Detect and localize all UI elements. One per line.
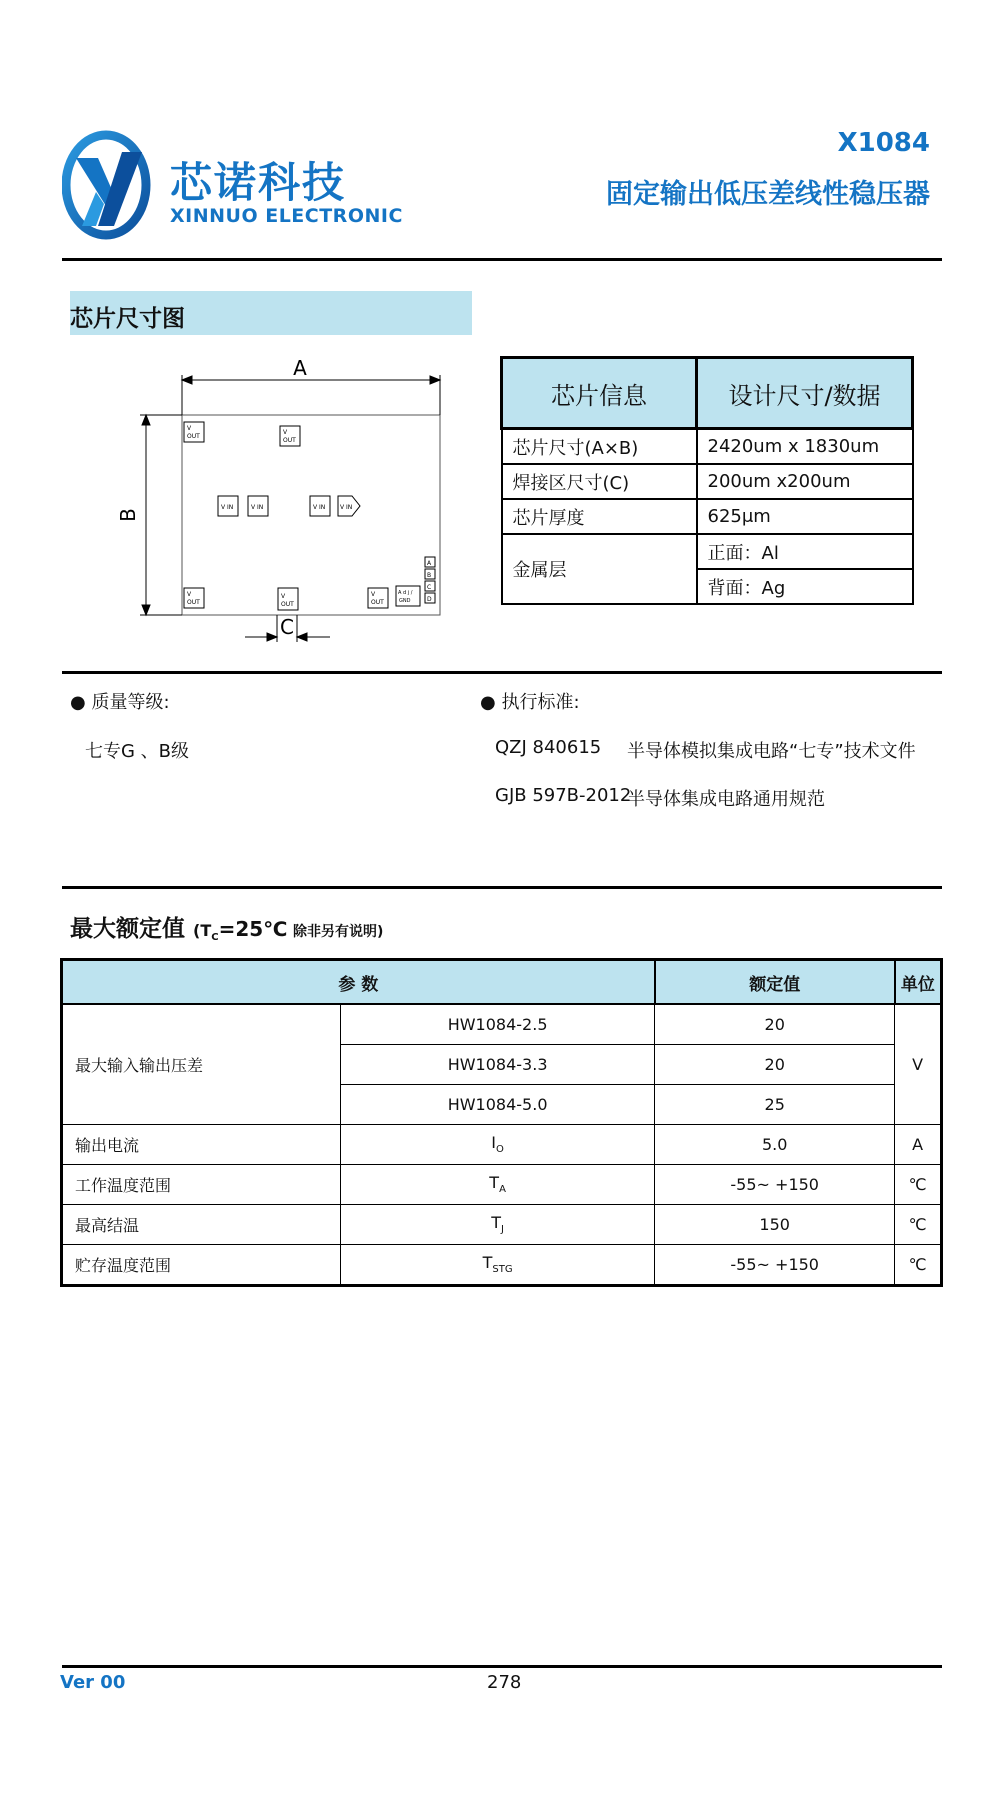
param-model: HW1084-5.0 <box>341 1085 655 1125</box>
dim-label-b: B <box>116 508 140 522</box>
max-ratings-table <box>60 958 943 1287</box>
product-code: X1084 <box>837 128 930 158</box>
param-model: HW1084-2.5 <box>341 1004 655 1045</box>
pad-label: V <box>187 591 192 598</box>
standards-label: 执行标准: <box>501 692 580 713</box>
side-mark: A <box>427 560 432 567</box>
cond-note: 除非另有说明) <box>292 924 384 940</box>
table-row <box>62 1004 942 1045</box>
table-row <box>502 499 913 534</box>
pad-label: IN <box>257 504 264 511</box>
section-divider <box>62 671 942 674</box>
pad-label: A d j / <box>398 590 413 596</box>
brand-name-cn: 芯诺科技 <box>170 158 347 207</box>
param-unit: ℃ <box>895 1205 942 1245</box>
chip-table-value: 200um x200um <box>697 464 913 499</box>
table-row <box>62 1205 942 1245</box>
footer-version: Ver 00 <box>60 1672 126 1693</box>
pad-label: OUT <box>187 433 200 440</box>
pad-label: OUT <box>281 601 294 608</box>
table-row <box>502 429 913 465</box>
pad-label: OUT <box>371 599 384 606</box>
quality-label: 质量等级: <box>91 692 170 713</box>
bullet-icon: ● <box>70 692 86 713</box>
param-value: 25 <box>655 1085 895 1125</box>
param-value: 150 <box>655 1205 895 1245</box>
brand-name-en: XINNUO ELECTRONIC <box>170 205 403 227</box>
standards-label-row <box>480 688 580 714</box>
cond-temp: =25℃ <box>218 917 288 941</box>
standard-desc: 半导体模拟集成电路“七专”技术文件 <box>627 741 916 762</box>
page-number: 278 <box>487 1672 522 1693</box>
side-mark: D <box>427 596 432 603</box>
quality-label-row <box>70 688 170 714</box>
pad-label: IN <box>227 504 234 511</box>
pad-label: V <box>251 504 256 511</box>
chip-table-header: 设计尺寸/数据 <box>697 358 913 429</box>
section-title-die-size: 芯片尺寸图 <box>70 306 185 332</box>
side-mark: B <box>427 572 432 579</box>
symbol-sub: J <box>501 1224 504 1236</box>
header-divider <box>62 258 942 261</box>
company-logo-icon <box>62 130 152 240</box>
dim-label-c: C <box>280 615 294 639</box>
param-value: 20 <box>655 1045 895 1085</box>
pad-label: OUT <box>187 599 200 606</box>
product-name: 固定输出低压差线性稳压器 <box>606 179 930 210</box>
symbol-main: T <box>489 1173 500 1193</box>
bullet-icon: ● <box>480 692 496 713</box>
ratings-title <box>70 910 383 943</box>
param-value: -55~ +150 <box>655 1165 895 1205</box>
pad-label: IN <box>346 504 353 511</box>
chip-info-table <box>500 356 914 605</box>
chip-table-label: 芯片厚度 <box>502 499 697 534</box>
ratings-title-text: 最大额定值 <box>70 916 185 942</box>
pad-label: V <box>221 504 226 511</box>
pad-label: V <box>371 591 376 598</box>
standard-code: GJB 597B-2012 <box>495 785 632 806</box>
symbol-main: T <box>491 1213 502 1233</box>
pad-label: V <box>313 504 318 511</box>
chip-table-label: 金属层 <box>502 534 697 604</box>
section-divider <box>62 886 942 889</box>
param-name: 工作温度范围 <box>62 1165 341 1205</box>
param-unit: ℃ <box>895 1245 942 1286</box>
chip-table-value: 背面：Ag <box>697 569 913 604</box>
chip-table-value: 2420um x 1830um <box>697 429 913 465</box>
param-symbol <box>341 1125 655 1165</box>
chip-table-value: 正面：Al <box>697 534 913 569</box>
standard-code: QZJ 840615 <box>495 737 602 758</box>
symbol-main: I <box>491 1133 497 1153</box>
param-symbol <box>341 1165 655 1205</box>
pad-label: IN <box>319 504 326 511</box>
chip-table-value: 625μm <box>697 499 913 534</box>
cond-open: ( <box>193 921 201 940</box>
param-unit: A <box>895 1125 942 1165</box>
param-value: 20 <box>655 1004 895 1045</box>
pad-label: V <box>340 504 345 511</box>
table-row <box>62 1245 942 1286</box>
pad-label: V <box>281 593 286 600</box>
table-row <box>502 464 913 499</box>
quality-value: 七专G 、B级 <box>85 741 190 762</box>
param-symbol <box>341 1245 655 1286</box>
side-mark: C <box>427 584 432 591</box>
chip-table-label: 芯片尺寸(A×B) <box>502 429 697 465</box>
pad-label: V <box>283 429 288 436</box>
chip-table-header: 芯片信息 <box>502 358 697 429</box>
symbol-sub: O <box>496 1144 504 1156</box>
pad-label: GND <box>399 598 411 604</box>
die-size-diagram <box>110 350 480 650</box>
param-value: 5.0 <box>655 1125 895 1165</box>
standard-desc: 半导体集成电路通用规范 <box>627 789 825 810</box>
ratings-header-param: 参 数 <box>62 960 655 1005</box>
param-unit: V <box>895 1004 942 1125</box>
cond-symbol: T <box>200 921 212 940</box>
ratings-header-unit: 单位 <box>895 960 942 1005</box>
param-name: 最高结温 <box>62 1205 341 1245</box>
pad-label: V <box>187 425 192 432</box>
symbol-main: T <box>482 1253 493 1273</box>
table-row <box>62 1125 942 1165</box>
param-value: -55~ +150 <box>655 1245 895 1286</box>
ratings-condition <box>193 917 384 944</box>
param-unit: ℃ <box>895 1165 942 1205</box>
dim-label-a: A <box>293 356 307 380</box>
param-model: HW1084-3.3 <box>341 1045 655 1085</box>
chip-table-label: 焊接区尺寸(C) <box>502 464 697 499</box>
symbol-sub: A <box>499 1184 506 1196</box>
table-row <box>502 534 913 569</box>
param-symbol <box>341 1205 655 1245</box>
pad-label: OUT <box>283 437 296 444</box>
ratings-header-value: 额定值 <box>655 960 895 1005</box>
cond-subscript: C <box>211 932 219 944</box>
param-name: 最大输入输出压差 <box>62 1004 341 1125</box>
param-name: 贮存温度范围 <box>62 1245 341 1286</box>
table-row <box>62 1165 942 1205</box>
symbol-sub: STG <box>492 1264 513 1276</box>
param-name: 输出电流 <box>62 1125 341 1165</box>
footer-divider <box>62 1665 942 1668</box>
